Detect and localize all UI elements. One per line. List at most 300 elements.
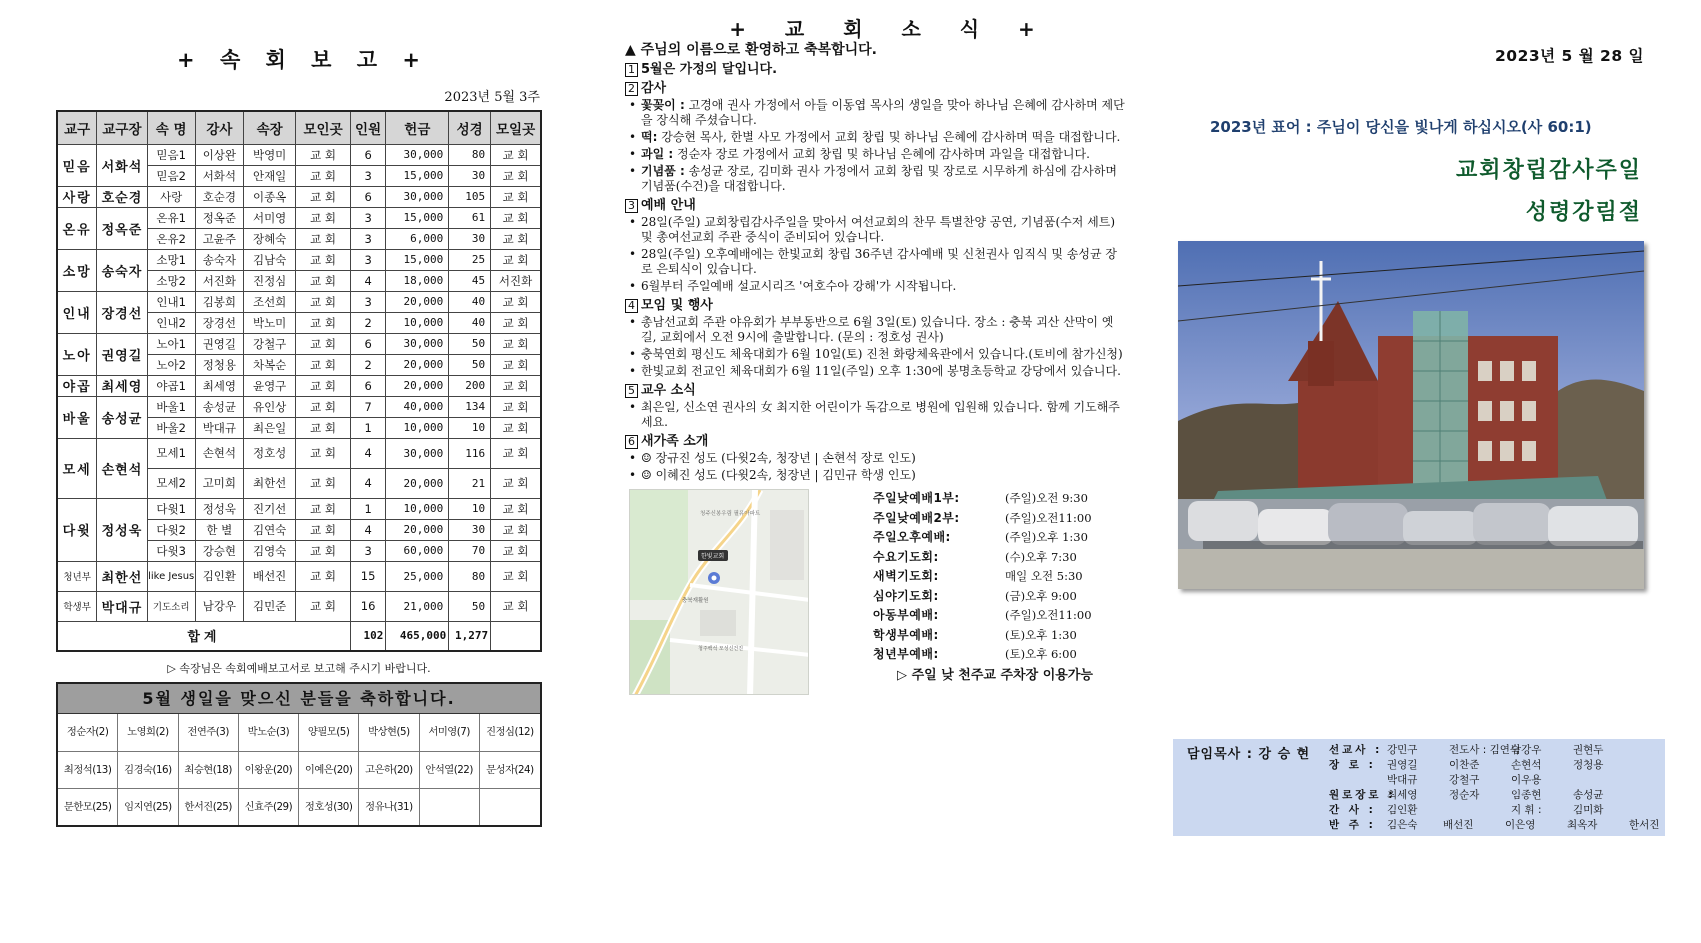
cell-leader-name: 김남숙 — [243, 249, 295, 270]
staff-name: 최옥자 — [1567, 819, 1598, 831]
district-name: 노아 — [57, 333, 97, 375]
staff-name: 강철구 — [1449, 774, 1480, 786]
cell-name: 다윗3 — [147, 540, 195, 561]
staff-name: 김미화 — [1573, 804, 1604, 816]
next-meeting-place: 교 회 — [491, 165, 541, 186]
district-name: 청년부 — [57, 561, 97, 591]
offering-amount: 25,000 — [386, 561, 449, 591]
birthday-name: 신효주(29) — [239, 788, 299, 825]
news-item — [625, 247, 1125, 277]
next-meeting-place: 교 회 — [491, 468, 541, 498]
worship-row — [873, 645, 1113, 665]
bible-count: 10 — [449, 498, 491, 519]
bible-count: 50 — [449, 354, 491, 375]
district-leader: 송숙자 — [97, 249, 147, 291]
next-meeting-place: 교 회 — [491, 375, 541, 396]
worship-label: 주일낮예배2부: — [873, 510, 960, 525]
district-name: 바울 — [57, 396, 97, 438]
news-item-text: 총남선교회 주관 야유회가 부부동반으로 6월 3일(토) 있습니다. 장소 : 충북 괴산 산막이 옛길, 교회에서 오전 9시에 출발합니다. (문의 : 정호성 권사) — [641, 315, 1114, 344]
staff-name: 지 휘 : — [1511, 804, 1542, 816]
attendance-count: 1 — [350, 417, 386, 438]
attendance-count: 3 — [350, 228, 386, 249]
bible-count: 105 — [449, 186, 491, 207]
staff-row — [1329, 818, 1691, 833]
bible-count: 21 — [449, 468, 491, 498]
report-row — [57, 396, 541, 417]
birthday-name: 임지연(25) — [118, 788, 178, 825]
worship-label: 새벽기도회: — [873, 569, 939, 583]
staff-name: 김은숙 — [1387, 819, 1418, 831]
next-meeting-place: 교 회 — [491, 333, 541, 354]
report-row — [57, 207, 541, 228]
report-title: + 속 회 보 고 + — [177, 48, 429, 72]
attendance-count: 4 — [350, 270, 386, 291]
church-news-panel — [625, 17, 1125, 699]
next-meeting-place: 교 회 — [491, 312, 541, 333]
bible-count: 45 — [449, 270, 491, 291]
attendance-count: 3 — [350, 165, 386, 186]
meeting-place: 교 회 — [296, 438, 350, 468]
birthday-name: 정순자(2) — [58, 714, 118, 751]
worship-label: 아동부예배: — [873, 608, 939, 622]
birthday-name: 정호성(30) — [299, 788, 359, 825]
next-meeting-place: 교 회 — [491, 228, 541, 249]
report-row — [57, 291, 541, 312]
news-item — [625, 215, 1125, 245]
report-header-cell: 속장 — [243, 111, 295, 144]
bible-count: 10 — [449, 417, 491, 438]
offering-amount: 30,000 — [386, 186, 449, 207]
news-item-label: 꽃꽂이 : — [641, 98, 685, 112]
report-row — [57, 144, 541, 165]
cell-leader-name: 김민준 — [243, 591, 295, 621]
teacher-name: 송숙자 — [195, 249, 243, 270]
birthday-name: 노영희(2) — [118, 714, 178, 751]
report-header-cell: 인원 — [350, 111, 386, 144]
cover-panel — [1168, 0, 1668, 943]
cell-leader-name: 장혜숙 — [243, 228, 295, 249]
news-item-text: ☺ 장규진 성도 (다윗2속, 청장년 | 손현석 장로 인도) — [641, 451, 916, 465]
cell-name: 온유1 — [147, 207, 195, 228]
total-offering: 465,000 — [386, 621, 449, 651]
offering-amount: 20,000 — [386, 519, 449, 540]
cell-leader-name: 이종옥 — [243, 186, 295, 207]
bible-count: 50 — [449, 333, 491, 354]
cell-name: 사랑 — [147, 186, 195, 207]
teacher-name: 김봉희 — [195, 291, 243, 312]
bible-count: 134 — [449, 396, 491, 417]
cell-name: 인내1 — [147, 291, 195, 312]
teacher-name: 서화석 — [195, 165, 243, 186]
bible-count: 200 — [449, 375, 491, 396]
church-staff-box — [1173, 739, 1665, 836]
sunday-subtitle: 성령강림절 — [1525, 200, 1642, 225]
worship-time: (주일)오전11:00 — [1005, 510, 1092, 525]
district-leader: 장경선 — [97, 291, 147, 333]
news-item-text: 고경애 권사 가정에서 아들 이동엽 목사의 생일을 맞아 하나님 은혜에 감사하며 제단을 장식해 주셨습니다. — [641, 98, 1125, 127]
district-leader: 권영길 — [97, 333, 147, 375]
meeting-place: 교 회 — [296, 417, 350, 438]
staff-name: 권현두 — [1573, 744, 1604, 756]
next-meeting-place: 교 회 — [491, 186, 541, 207]
news-section-4 — [625, 298, 1125, 379]
cell-leader-name: 조선희 — [243, 291, 295, 312]
staff-name: 전도사 : 김연숙 — [1449, 744, 1521, 756]
news-item-text: 강승현 목사, 한별 사모 가정에서 교회 창립 및 하나님 은혜에 감사하며 떡을 대접합니다. — [661, 130, 1121, 144]
staff-name: 정청용 — [1573, 759, 1604, 771]
staff-name — [1573, 773, 1635, 788]
worship-row — [873, 528, 1113, 548]
news-section-3 — [625, 198, 1125, 294]
attendance-count: 3 — [350, 249, 386, 270]
worship-time: (주일)오후 1:30 — [1005, 530, 1088, 544]
worship-time: (토)오후 1:30 — [1005, 627, 1077, 642]
staff-row — [1329, 773, 1635, 788]
staff-name: 권영길 — [1387, 759, 1418, 771]
news-item — [625, 98, 1125, 128]
worship-label: 주일오후예배: — [873, 530, 951, 544]
cell-name: 모세1 — [147, 438, 195, 468]
parking-note: ▷ 주일 낮 천주교 주차장 이용가능 — [897, 668, 1093, 683]
meeting-place: 교 회 — [296, 228, 350, 249]
staff-row — [1329, 788, 1635, 803]
meeting-place: 교 회 — [296, 396, 350, 417]
report-total-row — [57, 621, 541, 651]
cell-leader-name: 최은일 — [243, 417, 295, 438]
birthday-name: 최승현(18) — [179, 751, 239, 788]
report-row — [57, 591, 541, 621]
offering-amount: 6,000 — [386, 228, 449, 249]
news-item-text: 28일(주일) 오후예배에는 한빛교회 창립 36주년 감사예배 및 신천권사 임직식 및 송성균 장로 은퇴식이 있습니다. — [641, 247, 1117, 276]
staff-name: 송성균 — [1573, 789, 1604, 801]
birthday-name: 이예은(20) — [299, 751, 359, 788]
report-date: 2023년 5월 3주 — [444, 90, 540, 105]
worship-time: (주일)오전11:00 — [1005, 608, 1092, 622]
news-welcome: ▲ 주님의 이름으로 환영하고 축복합니다. — [625, 42, 877, 58]
bible-count: 30 — [449, 519, 491, 540]
teacher-name: 정청용 — [195, 354, 243, 375]
birthday-name: 정유나(31) — [359, 788, 419, 825]
news-item — [625, 400, 1125, 430]
staff-role: 간 사 : — [1329, 804, 1376, 816]
attendance-count: 6 — [350, 333, 386, 354]
staff-role: 원로장로 : — [1329, 789, 1396, 801]
attendance-count: 6 — [350, 186, 386, 207]
birthday-name: 양필모(5) — [299, 714, 359, 751]
cell-name: 믿음1 — [147, 144, 195, 165]
section-number: 6 — [625, 435, 638, 449]
report-row — [57, 438, 541, 468]
staff-role: 반 주 : — [1329, 819, 1376, 831]
teacher-name: 김인환 — [195, 561, 243, 591]
next-meeting-place: 교 회 — [491, 207, 541, 228]
teacher-name: 최세영 — [195, 375, 243, 396]
section-title: 새가족 소개 — [641, 434, 709, 449]
attendance-count: 6 — [350, 375, 386, 396]
teacher-name: 강승현 — [195, 540, 243, 561]
news-item — [625, 130, 1125, 145]
news-item — [625, 164, 1125, 194]
section-title: 예배 안내 — [641, 198, 696, 213]
church-building-image — [1178, 241, 1644, 589]
district-name: 온유 — [57, 207, 97, 249]
staff-name — [1449, 803, 1511, 818]
news-item-text: 한빛교회 전교인 체육대회가 6월 11일(주일) 오후 1:30에 봉명초등학교 강당에서 있습니다. — [641, 364, 1121, 378]
district-name: 학생부 — [57, 591, 97, 621]
meeting-place: 교 회 — [296, 375, 350, 396]
district-name: 인내 — [57, 291, 97, 333]
cell-leader-name: 강철구 — [243, 333, 295, 354]
report-header-cell: 모일곳 — [491, 111, 541, 144]
report-row — [57, 186, 541, 207]
news-item-text: 6월부터 주일예배 설교시리즈 '여호수아 강해'가 시작됩니다. — [641, 279, 957, 293]
birthday-name: 한서진(25) — [179, 788, 239, 825]
staff-name: 배선진 — [1443, 819, 1474, 831]
news-section-5 — [625, 383, 1125, 430]
meeting-place: 교 회 — [296, 519, 350, 540]
news-item-label: 떡: — [641, 130, 658, 144]
staff-row — [1329, 743, 1635, 758]
cell-name: 소망2 — [147, 270, 195, 291]
sunday-title: 교회창립감사주일 — [1455, 158, 1642, 183]
bible-count: 70 — [449, 540, 491, 561]
birthday-name — [420, 788, 480, 825]
bible-count: 25 — [449, 249, 491, 270]
news-item-text: ☺ 이혜진 성도 (다윗2속, 청장년 | 김민규 학생 인도) — [641, 468, 916, 482]
teacher-name: 고윤주 — [195, 228, 243, 249]
staff-role: 장 로 : — [1329, 759, 1376, 771]
attendance-count: 4 — [350, 438, 386, 468]
worship-row — [873, 548, 1113, 568]
attendance-count: 3 — [350, 207, 386, 228]
cell-leader-name: 박영미 — [243, 144, 295, 165]
report-header-cell: 교구장 — [97, 111, 147, 144]
service-date: 2023년 5 월 28 일 — [1495, 47, 1644, 65]
staff-name: 강민구 — [1387, 744, 1418, 756]
staff-name: 최세영 — [1387, 789, 1418, 801]
next-meeting-place: 교 회 — [491, 561, 541, 591]
staff-name: 박대규 — [1387, 774, 1418, 786]
news-item — [625, 279, 1125, 294]
bible-count: 40 — [449, 312, 491, 333]
attendance-count: 4 — [350, 468, 386, 498]
cell-name: like Jesus — [147, 561, 195, 591]
staff-role — [1329, 773, 1387, 788]
meeting-place: 교 회 — [296, 144, 350, 165]
cell-name: 야곱1 — [147, 375, 195, 396]
news-title: + 교 회 소 식 + — [729, 17, 1051, 41]
cell-leader-name: 진기선 — [243, 498, 295, 519]
cell-name: 다윗1 — [147, 498, 195, 519]
district-leader: 박대규 — [97, 591, 147, 621]
birthday-grid — [58, 714, 540, 825]
district-leader: 서화석 — [97, 144, 147, 186]
staff-name: 이찬준 — [1449, 759, 1480, 771]
staff-role: 선교사 : — [1329, 744, 1383, 756]
report-row — [57, 333, 541, 354]
attendance-count: 3 — [350, 291, 386, 312]
birthday-name: 전연주(3) — [179, 714, 239, 751]
cell-leader-name: 최한선 — [243, 468, 295, 498]
section-number: 4 — [625, 299, 638, 313]
report-header-cell: 모인곳 — [296, 111, 350, 144]
meeting-place: 교 회 — [296, 291, 350, 312]
meeting-place: 교 회 — [296, 333, 350, 354]
report-row — [57, 375, 541, 396]
attendance-count: 15 — [350, 561, 386, 591]
worship-label: 학생부예배: — [873, 627, 939, 642]
birthday-name: 문한모(25) — [58, 788, 118, 825]
offering-amount: 30,000 — [386, 438, 449, 468]
news-item — [625, 468, 1125, 483]
cell-name: 바울2 — [147, 417, 195, 438]
offering-amount: 20,000 — [386, 468, 449, 498]
worship-row — [873, 587, 1113, 607]
worship-time: (토)오후 6:00 — [1005, 647, 1077, 661]
staff-name: 김인환 — [1387, 804, 1418, 816]
cell-leader-name: 유인상 — [243, 396, 295, 417]
district-leader: 정성욱 — [97, 498, 147, 561]
birthday-name: 안석열(22) — [420, 751, 480, 788]
report-header-cell: 성경 — [449, 111, 491, 144]
news-section-6 — [625, 434, 1125, 483]
worship-label: 수요기도회: — [873, 549, 939, 564]
cell-leader-name: 배선진 — [243, 561, 295, 591]
bible-count: 50 — [449, 591, 491, 621]
cell-leader-name: 박노미 — [243, 312, 295, 333]
attendance-count: 2 — [350, 312, 386, 333]
cell-name: 다윗2 — [147, 519, 195, 540]
worship-info — [625, 489, 1125, 699]
cell-group-report-panel — [56, 44, 542, 827]
cell-name: 인내2 — [147, 312, 195, 333]
report-row — [57, 498, 541, 519]
bible-count: 40 — [449, 291, 491, 312]
district-name: 다윗 — [57, 498, 97, 561]
church-photo — [1178, 241, 1644, 589]
offering-amount: 10,000 — [386, 498, 449, 519]
map-graphic — [630, 490, 809, 695]
senior-pastor: 담임목사 : 강 승 현 — [1187, 747, 1311, 762]
birthday-title: 5월 생일을 맞으신 분들을 축하합니다. — [58, 684, 540, 714]
worship-row — [873, 606, 1113, 626]
map-label: 청주신봉우림 필유아파트 — [700, 511, 761, 517]
cell-name: 바울1 — [147, 396, 195, 417]
staff-name: 임종현 — [1511, 789, 1542, 801]
report-row — [57, 561, 541, 591]
meeting-place: 교 회 — [296, 354, 350, 375]
teacher-name: 손현석 — [195, 438, 243, 468]
report-header-cell: 헌금 — [386, 111, 449, 144]
district-name: 사랑 — [57, 186, 97, 207]
cell-name: 노아2 — [147, 354, 195, 375]
section-title: 5월은 가정의 달입니다. — [641, 62, 778, 77]
offering-amount: 10,000 — [386, 417, 449, 438]
staff-name: 남강우 — [1511, 744, 1542, 756]
offering-amount: 60,000 — [386, 540, 449, 561]
news-item-text: 충북연회 평신도 체육대회가 6월 10일(토) 진천 화랑체육관에서 있습니다.(토비에 참가신청) — [641, 347, 1123, 361]
section-number: 3 — [625, 199, 638, 213]
staff-name: 이은영 — [1505, 819, 1536, 831]
worship-label: 심야기도회: — [873, 588, 939, 603]
section-number: 2 — [625, 82, 638, 96]
staff-name: 한서진 — [1629, 819, 1660, 831]
news-item — [625, 147, 1125, 162]
offering-amount: 15,000 — [386, 207, 449, 228]
next-meeting-place: 교 회 — [491, 291, 541, 312]
district-leader: 송성균 — [97, 396, 147, 438]
cell-name: 소망1 — [147, 249, 195, 270]
teacher-name: 이상완 — [195, 144, 243, 165]
bible-count: 30 — [449, 165, 491, 186]
worship-label: 주일낮예배1부: — [873, 491, 960, 505]
district-name: 모세 — [57, 438, 97, 498]
teacher-name: 권영길 — [195, 333, 243, 354]
year-motto: 2023년 표어 : 주님이 당신을 빛나게 하십시오(사 60:1) — [1210, 118, 1592, 136]
section-title: 모임 및 행사 — [641, 298, 713, 313]
birthday-name: 문성자(24) — [480, 751, 540, 788]
next-meeting-place: 교 회 — [491, 438, 541, 468]
report-header-cell: 속 명 — [147, 111, 195, 144]
news-item — [625, 347, 1125, 362]
worship-time: (수)오후 7:30 — [1005, 549, 1077, 564]
birthday-name: 박노순(3) — [239, 714, 299, 751]
section-number: 1 — [625, 63, 638, 77]
section-number: 5 — [625, 384, 638, 398]
district-name: 믿음 — [57, 144, 97, 186]
teacher-name: 박대규 — [195, 417, 243, 438]
meeting-place: 교 회 — [296, 540, 350, 561]
attendance-count: 2 — [350, 354, 386, 375]
birthday-name: 진정심(12) — [486, 726, 534, 738]
cell-name: 노아1 — [147, 333, 195, 354]
birthday-name: 최정석(13) — [58, 751, 118, 788]
news-item-label: 과일 : — [641, 147, 674, 161]
birthday-name: 이왕운(20) — [239, 751, 299, 788]
next-meeting-place: 서진화 — [491, 270, 541, 291]
report-header-row — [57, 111, 541, 144]
teacher-name: 정성욱 — [195, 498, 243, 519]
bible-count: 80 — [449, 144, 491, 165]
worship-time: (주일)오전 9:30 — [1005, 491, 1088, 505]
cell-leader-name: 안재일 — [243, 165, 295, 186]
offering-amount: 20,000 — [386, 354, 449, 375]
next-meeting-place: 교 회 — [491, 591, 541, 621]
teacher-name: 남강우 — [195, 591, 243, 621]
birthday-box — [56, 682, 542, 827]
news-item-label: 기념품 : — [641, 164, 685, 178]
district-name: 소망 — [57, 249, 97, 291]
district-leader: 최한선 — [97, 561, 147, 591]
worship-label: 청년부예배: — [873, 647, 939, 661]
teacher-name: 호순경 — [195, 186, 243, 207]
meeting-place: 교 회 — [296, 270, 350, 291]
attendance-count: 16 — [350, 591, 386, 621]
bible-count: 116 — [449, 438, 491, 468]
news-item — [625, 364, 1125, 379]
offering-amount: 18,000 — [386, 270, 449, 291]
worship-time: 매일 오전 5:30 — [1005, 569, 1083, 583]
meeting-place: 교 회 — [296, 561, 350, 591]
news-item-text: 28일(주일) 교회창립감사주일을 맞아서 여선교회의 찬무 특별찬양 공연, 기념품(수저 세트) 및 총여선교회 주관 중식이 준비되어 있습니다. — [641, 215, 1116, 244]
attendance-count: 7 — [350, 396, 386, 417]
birthday-name: 박상현(5) — [359, 714, 419, 751]
next-meeting-place: 교 회 — [491, 249, 541, 270]
next-meeting-place: 교 회 — [491, 144, 541, 165]
meeting-place: 교 회 — [296, 249, 350, 270]
offering-amount: 10,000 — [386, 312, 449, 333]
offering-amount: 15,000 — [386, 165, 449, 186]
